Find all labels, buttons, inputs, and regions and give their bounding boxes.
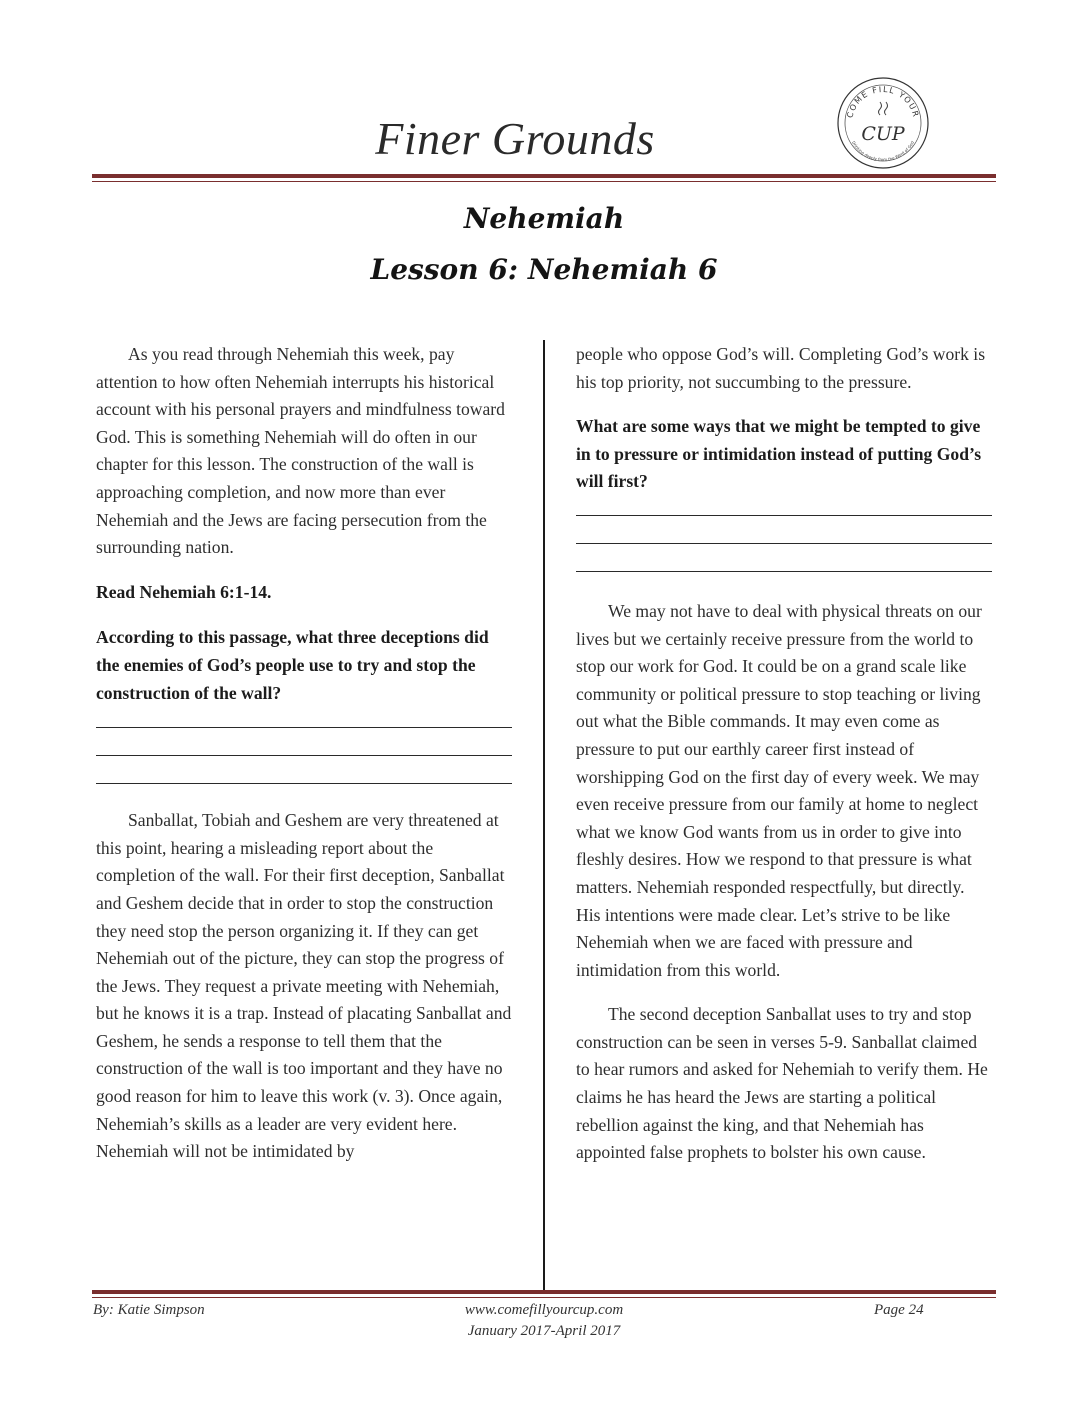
column-divider bbox=[543, 340, 545, 1292]
right-column bbox=[576, 341, 992, 1167]
answer-lines-1[interactable] bbox=[96, 727, 512, 784]
answer-line[interactable] bbox=[96, 755, 512, 756]
logo-text-top: COME FILL YOUR bbox=[845, 84, 921, 119]
logo-text-center: CUP bbox=[861, 123, 905, 145]
answer-line[interactable] bbox=[576, 543, 992, 544]
answer-line[interactable] bbox=[96, 727, 512, 728]
footer-rule-thin bbox=[92, 1297, 996, 1298]
header-rule-thin bbox=[92, 181, 996, 182]
footer-page-number: Page 24 bbox=[874, 1302, 924, 1318]
footer-author: By: Katie Simpson bbox=[93, 1302, 205, 1318]
footer-website[interactable]: www.comefillyourcup.com bbox=[464, 1302, 624, 1318]
lesson-book-title: Nehemiah bbox=[463, 202, 625, 235]
lesson-title: Lesson 6: Nehemiah 6 bbox=[370, 253, 718, 286]
intro-paragraph: As you read through Nehemiah this week, pay attention to how often Nehemiah interrupts his historical account with his personal prayers and mindfulness toward God. This is something Nehemiah will do often in our chapter for this lesson. The construction of the wall is approaching completion, and now more than ever Nehemiah and the Jews are facing persecution from the surrounding nation. bbox=[96, 344, 505, 558]
answer-line[interactable] bbox=[96, 783, 512, 784]
footer-rule-thick bbox=[92, 1290, 996, 1294]
question-1: According to this passage, what three deceptions did the enemies of God’s people use to try and stop the construction of the wall? bbox=[96, 627, 489, 703]
left-column bbox=[96, 341, 512, 1166]
body-paragraph-1: Sanballat, Tobiah and Geshem are very threatened at this point, hearing a misleading report about the completion of the wall. For their first deception, Sanballat and Geshem decide that in order to stop the construction they need stop the person organizing it. If they can get Nehemiah out of the picture, they can stop the progress of the Jews. They request a private meeting with Nehemiah, but he knows it is a trap. Instead of placating Sanballat and Geshem, he sends a response to tell them that the construction of the wall is too important and they have no good reason for him to leave this work (v. 3). Once again, Nehemiah’s skills as a leader are very evident here. Nehemiah will not be intimidated by bbox=[96, 810, 512, 1162]
answer-lines-2[interactable] bbox=[576, 515, 992, 572]
body-paragraph-3: The second deception Sanballat uses to try and stop construction can be seen in verses 5-9. Sanballat claimed to hear rumors and asked for Nehemiah to verify them. He claims he has heard the Jews are starting a political rebellion against the king, and that Nehemiah has appointed false prophets to bolster his own cause. bbox=[576, 1004, 988, 1163]
question-2: What are some ways that we might be tempted to give in to pressure or intimidation instead of putting God’s will first? bbox=[576, 416, 982, 492]
read-instruction: Read Nehemiah 6:1-14. bbox=[96, 581, 272, 602]
body-paragraph-2: We may not have to deal with physical threats on our lives but we certainly receive pressure from the world to stop our work for God. It could be on a grand scale like community or political pressure to stop teaching or living out what the Bible commands. It may even come as pressure to put our earthly career first instead of worshipping God on the first day of every week. We may even receive pressure from our family at home to neglect what we know God wants from us in order to give into fleshly desires. How we respond to that pressure is what matters. Nehemiah responded respectfully, but directly. His intentions were made clear. Let’s strive to be like Nehemiah when we are faced with pressure and intimidation from this world. bbox=[576, 600, 982, 980]
footer-dates: January 2017-April 2017 bbox=[467, 1323, 621, 1339]
header-title: Finer Grounds bbox=[375, 113, 655, 164]
answer-line[interactable] bbox=[576, 571, 992, 572]
logo-text-bottom: Drinking deeply from the Word of God bbox=[851, 140, 915, 163]
come-fill-your-cup-logo bbox=[836, 76, 930, 170]
continued-paragraph: people who oppose God’s will. Completing God’s work is his top priority, not succumbing to the pressure. bbox=[576, 344, 986, 392]
header-rule-thick bbox=[92, 174, 996, 178]
answer-line[interactable] bbox=[576, 515, 992, 516]
svg-text:COME FILL YOUR bbox=[845, 85, 920, 119]
